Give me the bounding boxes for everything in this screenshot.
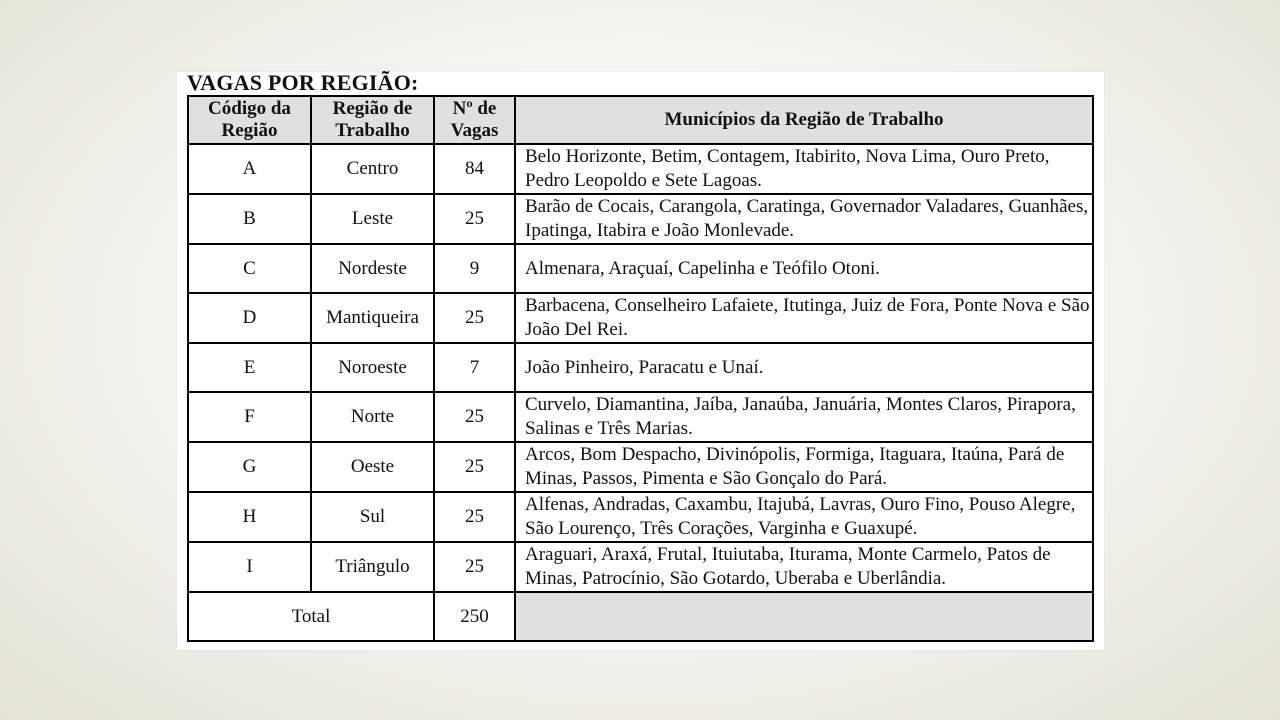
cell-municipios: Barão de Cocais, Carangola, Caratinga, Governador Valadares, Guanhães, Ipatinga, Itabira e João Monlevade. <box>515 194 1093 244</box>
cell-municipios: Alfenas, Andradas, Caxambu, Itajubá, Lavras, Ouro Fino, Pouso Alegre, São Lourenço, Três Corações, Varginha e Guaxupé. <box>515 492 1093 542</box>
table-row <box>188 144 1093 194</box>
table-row <box>188 392 1093 442</box>
cell-regiao: Oeste <box>311 442 434 492</box>
cell-vagas: 25 <box>434 542 515 592</box>
cell-vagas: 25 <box>434 293 515 343</box>
cell-vagas: 25 <box>434 392 515 442</box>
cell-regiao: Sul <box>311 492 434 542</box>
cell-regiao: Nordeste <box>311 244 434 293</box>
table-row <box>188 442 1093 492</box>
table-row <box>188 542 1093 592</box>
cell-regiao: Centro <box>311 144 434 194</box>
cell-codigo: D <box>188 293 311 343</box>
cell-municipios: Belo Horizonte, Betim, Contagem, Itabirito, Nova Lima, Ouro Preto, Pedro Leopoldo e Sete Lagoas. <box>515 144 1093 194</box>
table-header-row <box>188 96 1093 144</box>
total-label: Total <box>188 592 434 641</box>
cell-vagas: 84 <box>434 144 515 194</box>
vagas-table <box>187 95 1094 642</box>
cell-vagas: 9 <box>434 244 515 293</box>
cell-vagas: 25 <box>434 442 515 492</box>
document-page <box>177 72 1104 650</box>
cell-municipios: Arcos, Bom Despacho, Divinópolis, Formiga, Itaguara, Itaúna, Pará de Minas, Passos, Pimenta e São Gonçalo do Pará. <box>515 442 1093 492</box>
cell-regiao: Norte <box>311 392 434 442</box>
header-municipios: Municípios da Região de Trabalho <box>515 96 1093 144</box>
header-codigo: Código da Região <box>188 96 311 144</box>
cell-municipios: Araguari, Araxá, Frutal, Ituiutaba, Iturama, Monte Carmelo, Patos de Minas, Patrocínio, São Gotardo, Uberaba e Uberlândia. <box>515 542 1093 592</box>
cell-codigo: A <box>188 144 311 194</box>
cell-regiao: Leste <box>311 194 434 244</box>
table-row <box>188 194 1093 244</box>
table-row <box>188 293 1093 343</box>
cell-codigo: C <box>188 244 311 293</box>
cell-municipios: João Pinheiro, Paracatu e Unaí. <box>515 343 1093 392</box>
table-row <box>188 492 1093 542</box>
cell-vagas: 7 <box>434 343 515 392</box>
header-regiao: Região de Trabalho <box>311 96 434 144</box>
cell-codigo: G <box>188 442 311 492</box>
cell-municipios: Curvelo, Diamantina, Jaíba, Janaúba, Januária, Montes Claros, Pirapora, Salinas e Três Marias. <box>515 392 1093 442</box>
cell-vagas: 25 <box>434 492 515 542</box>
table-row <box>188 244 1093 293</box>
cell-municipios: Almenara, Araçuaí, Capelinha e Teófilo Otoni. <box>515 244 1093 293</box>
cell-codigo: H <box>188 492 311 542</box>
total-value: 250 <box>434 592 515 641</box>
table-row <box>188 343 1093 392</box>
document-title: VAGAS POR REGIÃO: <box>187 70 419 95</box>
cell-regiao: Mantiqueira <box>311 293 434 343</box>
total-row <box>188 592 1093 641</box>
cell-regiao: Noroeste <box>311 343 434 392</box>
cell-codigo: E <box>188 343 311 392</box>
header-vagas: Nº de Vagas <box>434 96 515 144</box>
cell-codigo: F <box>188 392 311 442</box>
cell-codigo: B <box>188 194 311 244</box>
cell-regiao: Triângulo <box>311 542 434 592</box>
cell-municipios: Barbacena, Conselheiro Lafaiete, Itutinga, Juiz de Fora, Ponte Nova e São João Del Rei. <box>515 293 1093 343</box>
cell-vagas: 25 <box>434 194 515 244</box>
total-blank-cell <box>515 592 1093 641</box>
cell-codigo: I <box>188 542 311 592</box>
